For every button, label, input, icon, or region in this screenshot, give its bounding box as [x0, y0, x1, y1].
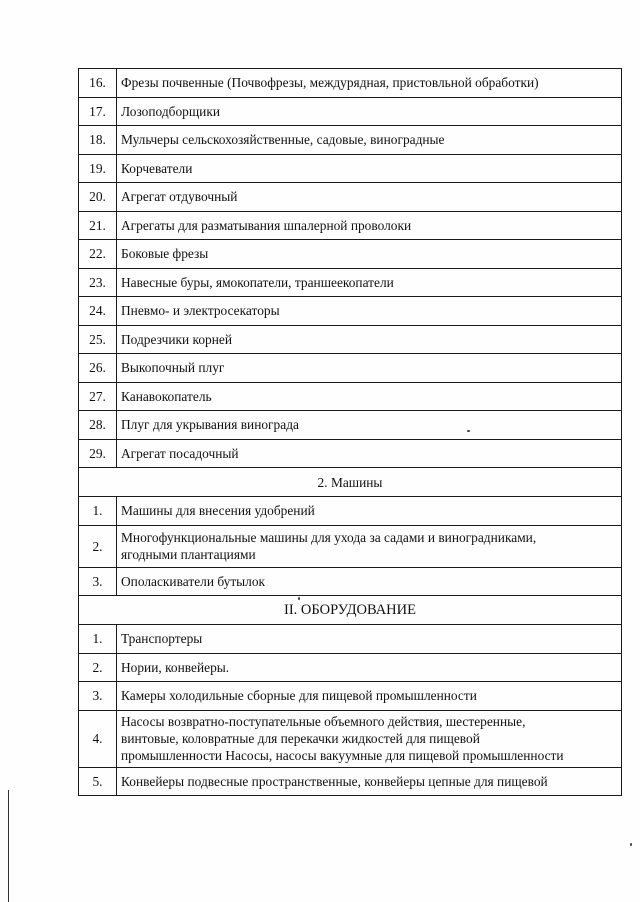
section-heading-equipment: II. ОБОРУДОВАНИЕ: [79, 596, 622, 625]
row-text: Агрегат отдувочный: [117, 183, 622, 212]
table-row: [79, 240, 622, 269]
row-text: Транспортеры: [117, 625, 622, 654]
row-text-line: ягодными плантациями: [121, 547, 256, 562]
row-text: Лозоподборщики: [117, 97, 622, 126]
row-text: Фрезы почвенные (Почвофрезы, междурядная, пристовльной обработки): [117, 69, 622, 98]
row-number: 28.: [79, 411, 117, 440]
section-heading-machines: 2. Машины: [79, 468, 622, 497]
row-number: 3.: [79, 567, 117, 596]
row-text: Навесные буры, ямокопатели, траншеекопатели: [117, 268, 622, 297]
table-row: [79, 567, 622, 596]
row-text-line: Конвейеры подвесные пространственные, конвейеры цепные для пищевой: [121, 773, 548, 789]
row-number: 24.: [79, 297, 117, 326]
row-text-line: промышленности Насосы, насосы вакуумные для пищевой промышленности: [121, 748, 564, 763]
section-heading-row: [79, 596, 622, 625]
section-heading-row: [79, 468, 622, 497]
row-text: Канавокопатель: [117, 382, 622, 411]
row-text: [117, 710, 622, 767]
row-text: Пневмо- и электросекаторы: [117, 297, 622, 326]
row-number: 20.: [79, 183, 117, 212]
row-number: 23.: [79, 268, 117, 297]
row-text-line: Многофункциональные машины для ухода за садами и виноградниками,: [121, 530, 537, 545]
row-text: [117, 767, 622, 796]
row-number: 4.: [79, 710, 117, 767]
row-number: 19.: [79, 154, 117, 183]
table-row: [79, 297, 622, 326]
table-row: [79, 439, 622, 468]
row-number: 26.: [79, 354, 117, 383]
row-text-line: Насосы возвратно-поступательные объемного действия, шестеренные,: [121, 714, 526, 729]
table-row: [79, 97, 622, 126]
row-number: 1.: [79, 497, 117, 526]
table-row: [79, 211, 622, 240]
row-number: 5.: [79, 767, 117, 796]
table-row: [79, 682, 622, 711]
scan-speck: [467, 430, 470, 432]
row-number: 17.: [79, 97, 117, 126]
row-text: Плуг для укрывания винограда: [117, 411, 622, 440]
row-text: Агрегаты для разматывания шпалерной проволоки: [117, 211, 622, 240]
row-number: 27.: [79, 382, 117, 411]
table-row: [79, 154, 622, 183]
row-text: Агрегат посадочный: [117, 439, 622, 468]
row-text: Выкопочный плуг: [117, 354, 622, 383]
table-row: [79, 625, 622, 654]
row-number: 29.: [79, 439, 117, 468]
table-row: [79, 268, 622, 297]
row-number: 25.: [79, 325, 117, 354]
table-row: [79, 183, 622, 212]
row-number: 22.: [79, 240, 117, 269]
row-text: Боковые фрезы: [117, 240, 622, 269]
scan-speck: [630, 843, 632, 846]
table-row: [79, 653, 622, 682]
row-text: Ополаскиватели бутылок: [117, 567, 622, 596]
row-number: 3.: [79, 682, 117, 711]
row-number: 21.: [79, 211, 117, 240]
row-number: 2.: [79, 653, 117, 682]
row-text: Мульчеры сельскохозяйственные, садовые, виноградные: [117, 126, 622, 155]
scan-speck: [298, 597, 300, 600]
table-row: [79, 525, 622, 567]
table-row: [79, 497, 622, 526]
table-row: [79, 767, 622, 796]
row-text: Корчеватели: [117, 154, 622, 183]
equipment-table: [78, 68, 622, 796]
row-text: Машины для внесения удобрений: [117, 497, 622, 526]
table-row: [79, 710, 622, 767]
row-number: 1.: [79, 625, 117, 654]
row-number: 2.: [79, 525, 117, 567]
row-text: Подрезчики корней: [117, 325, 622, 354]
row-text-line: винтовые, коловратные для перекачки жидкостей для пищевой: [121, 731, 480, 746]
row-number: 18.: [79, 126, 117, 155]
table-row: [79, 382, 622, 411]
table-row: [79, 69, 622, 98]
table-row: [79, 325, 622, 354]
margin-rule: [8, 790, 9, 902]
row-text: Камеры холодильные сборные для пищевой промышленности: [117, 682, 622, 711]
table-row: [79, 354, 622, 383]
table-row: [79, 126, 622, 155]
row-text: [117, 525, 622, 567]
table-row: [79, 411, 622, 440]
row-number: 16.: [79, 69, 117, 98]
row-text: Нории, конвейеры.: [117, 653, 622, 682]
